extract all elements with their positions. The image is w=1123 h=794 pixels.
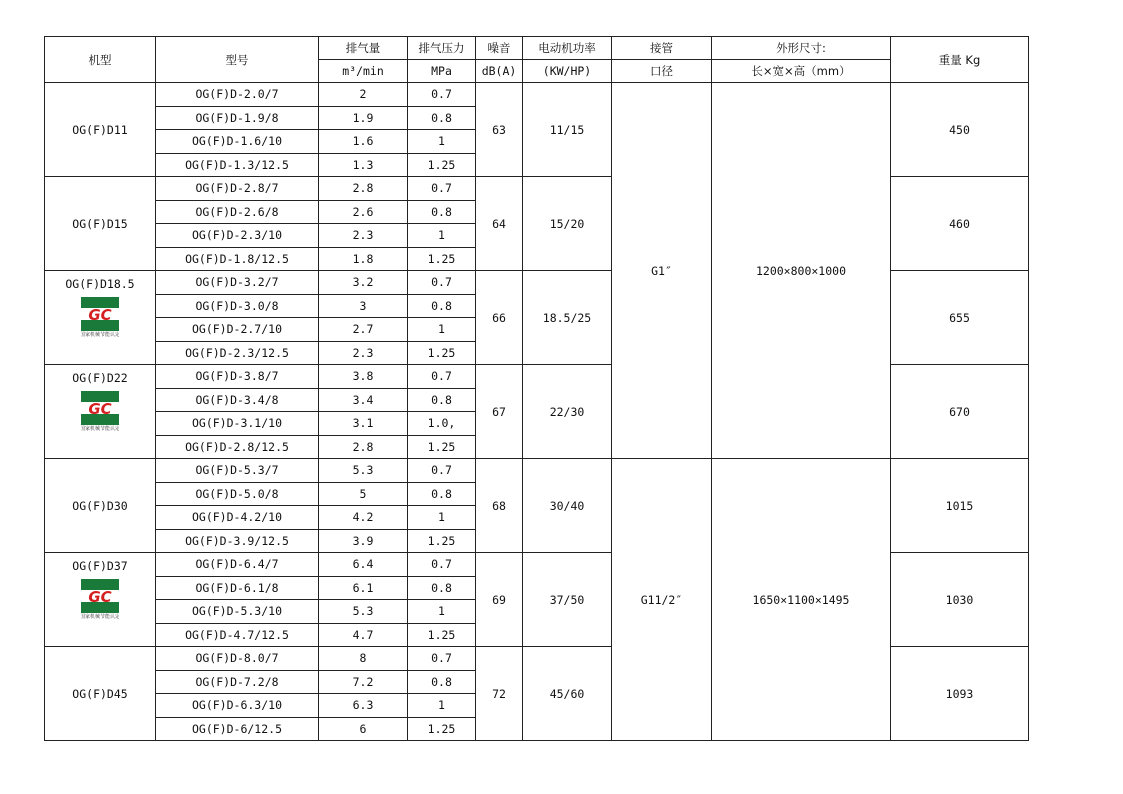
model-type-cell xyxy=(45,647,156,741)
air-delivery-cell: 8 xyxy=(319,647,408,671)
model-cell: OG(F)D-6.3/10 xyxy=(156,694,319,718)
pressure-cell: 0.7 xyxy=(408,365,476,389)
noise-cell: 67 xyxy=(476,365,523,459)
pipe-cell: G11/2″ xyxy=(612,459,712,741)
model-cell: OG(F)D-2.3/12.5 xyxy=(156,341,319,365)
model-cell: OG(F)D-3.0/8 xyxy=(156,294,319,318)
pressure-cell: 0.7 xyxy=(408,271,476,295)
logo-letters: GC xyxy=(88,588,112,606)
pressure-cell: 1 xyxy=(408,600,476,624)
air-delivery-cell: 2.8 xyxy=(319,177,408,201)
header-motor-power-unit: (KW/HP) xyxy=(523,60,612,83)
pressure-cell: 1.25 xyxy=(408,247,476,271)
model-cell: OG(F)D-4.7/12.5 xyxy=(156,623,319,647)
model-cell: OG(F)D-5.0/8 xyxy=(156,482,319,506)
noise-cell: 66 xyxy=(476,271,523,365)
air-delivery-cell: 3.1 xyxy=(319,412,408,436)
pressure-cell: 1.25 xyxy=(408,435,476,459)
air-delivery-cell: 6.4 xyxy=(319,553,408,577)
model-type-cell xyxy=(45,365,156,459)
air-delivery-cell: 3.8 xyxy=(319,365,408,389)
air-delivery-cell: 4.7 xyxy=(319,623,408,647)
pressure-cell: 1.25 xyxy=(408,529,476,553)
model-cell: OG(F)D-2.3/10 xyxy=(156,224,319,248)
motor-power-cell: 18.5/25 xyxy=(523,271,612,365)
header-motor-power: 电动机功率 xyxy=(523,37,612,60)
air-delivery-cell: 1.8 xyxy=(319,247,408,271)
air-delivery-cell: 4.2 xyxy=(319,506,408,530)
header-model-type: 机型 xyxy=(45,37,156,83)
air-delivery-cell: 2.3 xyxy=(319,224,408,248)
model-cell: OG(F)D-2.8/12.5 xyxy=(156,435,319,459)
model-cell: OG(F)D-5.3/7 xyxy=(156,459,319,483)
header-dimensions: 外形尺寸: xyxy=(712,37,891,60)
pressure-cell: 1.25 xyxy=(408,341,476,365)
certification-logo xyxy=(81,297,119,337)
model-cell: OG(F)D-1.9/8 xyxy=(156,106,319,130)
model-cell: OG(F)D-8.0/7 xyxy=(156,647,319,671)
pressure-cell: 0.8 xyxy=(408,670,476,694)
model-type-cell xyxy=(45,553,156,647)
pressure-cell: 0.8 xyxy=(408,388,476,412)
air-delivery-cell: 3.2 xyxy=(319,271,408,295)
model-cell: OG(F)D-1.8/12.5 xyxy=(156,247,319,271)
model-type-cell xyxy=(45,459,156,553)
noise-cell: 64 xyxy=(476,177,523,271)
air-delivery-cell: 3.4 xyxy=(319,388,408,412)
weight-cell: 670 xyxy=(891,365,1029,459)
model-cell: OG(F)D-2.0/7 xyxy=(156,83,319,107)
pressure-cell: 0.8 xyxy=(408,294,476,318)
header-model: 型号 xyxy=(156,37,319,83)
noise-cell: 69 xyxy=(476,553,523,647)
motor-power-cell: 30/40 xyxy=(523,459,612,553)
air-delivery-cell: 5.3 xyxy=(319,459,408,483)
air-delivery-cell: 6.1 xyxy=(319,576,408,600)
dimensions-cell: 1650×1100×1495 xyxy=(712,459,891,741)
weight-cell: 1093 xyxy=(891,647,1029,741)
pressure-cell: 1 xyxy=(408,506,476,530)
model-cell: OG(F)D-2.6/8 xyxy=(156,200,319,224)
pressure-cell: 0.7 xyxy=(408,177,476,201)
model-type-label: OG(F)D37 xyxy=(72,559,128,573)
air-delivery-cell: 1.3 xyxy=(319,153,408,177)
model-type-label: OG(F)D45 xyxy=(72,686,128,701)
air-delivery-cell: 5.3 xyxy=(319,600,408,624)
logo-letters: GC xyxy=(88,306,112,324)
model-type-cell xyxy=(45,271,156,365)
dimensions-cell: 1200×800×1000 xyxy=(712,83,891,459)
header-air-delivery-unit: m³/min xyxy=(319,60,408,83)
air-delivery-cell: 1.6 xyxy=(319,130,408,154)
air-delivery-cell: 5 xyxy=(319,482,408,506)
model-cell: OG(F)D-2.8/7 xyxy=(156,177,319,201)
air-delivery-cell: 1.9 xyxy=(319,106,408,130)
noise-cell: 68 xyxy=(476,459,523,553)
pressure-cell: 0.7 xyxy=(408,647,476,671)
model-type-label: OG(F)D11 xyxy=(72,122,128,137)
pressure-cell: 1 xyxy=(408,318,476,342)
pressure-cell: 0.7 xyxy=(408,83,476,107)
certification-logo xyxy=(81,391,119,431)
air-delivery-cell: 2.6 xyxy=(319,200,408,224)
header-pipe: 接管 xyxy=(612,37,712,60)
pressure-cell: 0.8 xyxy=(408,200,476,224)
pressure-cell: 0.8 xyxy=(408,482,476,506)
pressure-cell: 1 xyxy=(408,130,476,154)
header-pipe-unit: 口径 xyxy=(612,60,712,83)
pressure-cell: 1 xyxy=(408,224,476,248)
header-noise: 噪音 xyxy=(476,37,523,60)
air-delivery-cell: 2.8 xyxy=(319,435,408,459)
motor-power-cell: 37/50 xyxy=(523,553,612,647)
noise-cell: 63 xyxy=(476,83,523,177)
pipe-cell: G1″ xyxy=(612,83,712,459)
spec-table-body xyxy=(45,83,1029,741)
header-pressure-unit: MPa xyxy=(408,60,476,83)
model-cell: OG(F)D-6.1/8 xyxy=(156,576,319,600)
header-pressure: 排气压力 xyxy=(408,37,476,60)
motor-power-cell: 45/60 xyxy=(523,647,612,741)
model-cell: OG(F)D-5.3/10 xyxy=(156,600,319,624)
model-cell: OG(F)D-3.9/12.5 xyxy=(156,529,319,553)
model-type-label: OG(F)D30 xyxy=(72,498,128,513)
logo-letters: GC xyxy=(88,400,112,418)
table-row xyxy=(45,459,1029,483)
logo-caption: 国家机械节能认定 xyxy=(81,426,119,431)
model-cell: OG(F)D-3.8/7 xyxy=(156,365,319,389)
pressure-cell: 0.8 xyxy=(408,576,476,600)
pressure-cell: 1 xyxy=(408,694,476,718)
weight-cell: 655 xyxy=(891,271,1029,365)
header-noise-unit: dB(A) xyxy=(476,60,523,83)
model-cell: OG(F)D-4.2/10 xyxy=(156,506,319,530)
pressure-cell: 0.7 xyxy=(408,459,476,483)
motor-power-cell: 22/30 xyxy=(523,365,612,459)
motor-power-cell: 15/20 xyxy=(523,177,612,271)
air-delivery-cell: 2.3 xyxy=(319,341,408,365)
air-delivery-cell: 3 xyxy=(319,294,408,318)
air-delivery-cell: 2.7 xyxy=(319,318,408,342)
weight-cell: 1030 xyxy=(891,553,1029,647)
model-cell: OG(F)D-3.2/7 xyxy=(156,271,319,295)
header-weight: 重量 Kg xyxy=(891,37,1029,83)
air-delivery-cell: 6 xyxy=(319,717,408,741)
certification-logo xyxy=(81,579,119,619)
model-type-cell xyxy=(45,83,156,177)
model-cell: OG(F)D-6.4/7 xyxy=(156,553,319,577)
motor-power-cell: 11/15 xyxy=(523,83,612,177)
model-cell: OG(F)D-3.1/10 xyxy=(156,412,319,436)
model-type-label: OG(F)D15 xyxy=(72,216,128,231)
pressure-cell: 0.7 xyxy=(408,553,476,577)
pressure-cell: 1.0, xyxy=(408,412,476,436)
air-delivery-cell: 6.3 xyxy=(319,694,408,718)
model-cell: OG(F)D-3.4/8 xyxy=(156,388,319,412)
model-cell: OG(F)D-1.6/10 xyxy=(156,130,319,154)
noise-cell: 72 xyxy=(476,647,523,741)
model-cell: OG(F)D-1.3/12.5 xyxy=(156,153,319,177)
weight-cell: 450 xyxy=(891,83,1029,177)
logo-caption: 国家机械节能认定 xyxy=(81,614,119,619)
weight-cell: 460 xyxy=(891,177,1029,271)
model-type-label: OG(F)D18.5 xyxy=(65,277,135,291)
model-type-label: OG(F)D22 xyxy=(72,371,128,385)
spec-table xyxy=(44,36,1029,741)
table-row xyxy=(45,83,1029,107)
pressure-cell: 1.25 xyxy=(408,153,476,177)
air-delivery-cell: 2 xyxy=(319,83,408,107)
pressure-cell: 1.25 xyxy=(408,717,476,741)
logo-caption: 国家机械节能认定 xyxy=(81,332,119,337)
header-dimensions-unit: 长×宽×高（mm） xyxy=(712,60,891,83)
weight-cell: 1015 xyxy=(891,459,1029,553)
pressure-cell: 1.25 xyxy=(408,623,476,647)
model-type-cell xyxy=(45,177,156,271)
model-cell: OG(F)D-7.2/8 xyxy=(156,670,319,694)
air-delivery-cell: 3.9 xyxy=(319,529,408,553)
header-air-delivery: 排气量 xyxy=(319,37,408,60)
air-delivery-cell: 7.2 xyxy=(319,670,408,694)
model-cell: OG(F)D-2.7/10 xyxy=(156,318,319,342)
model-cell: OG(F)D-6/12.5 xyxy=(156,717,319,741)
pressure-cell: 0.8 xyxy=(408,106,476,130)
